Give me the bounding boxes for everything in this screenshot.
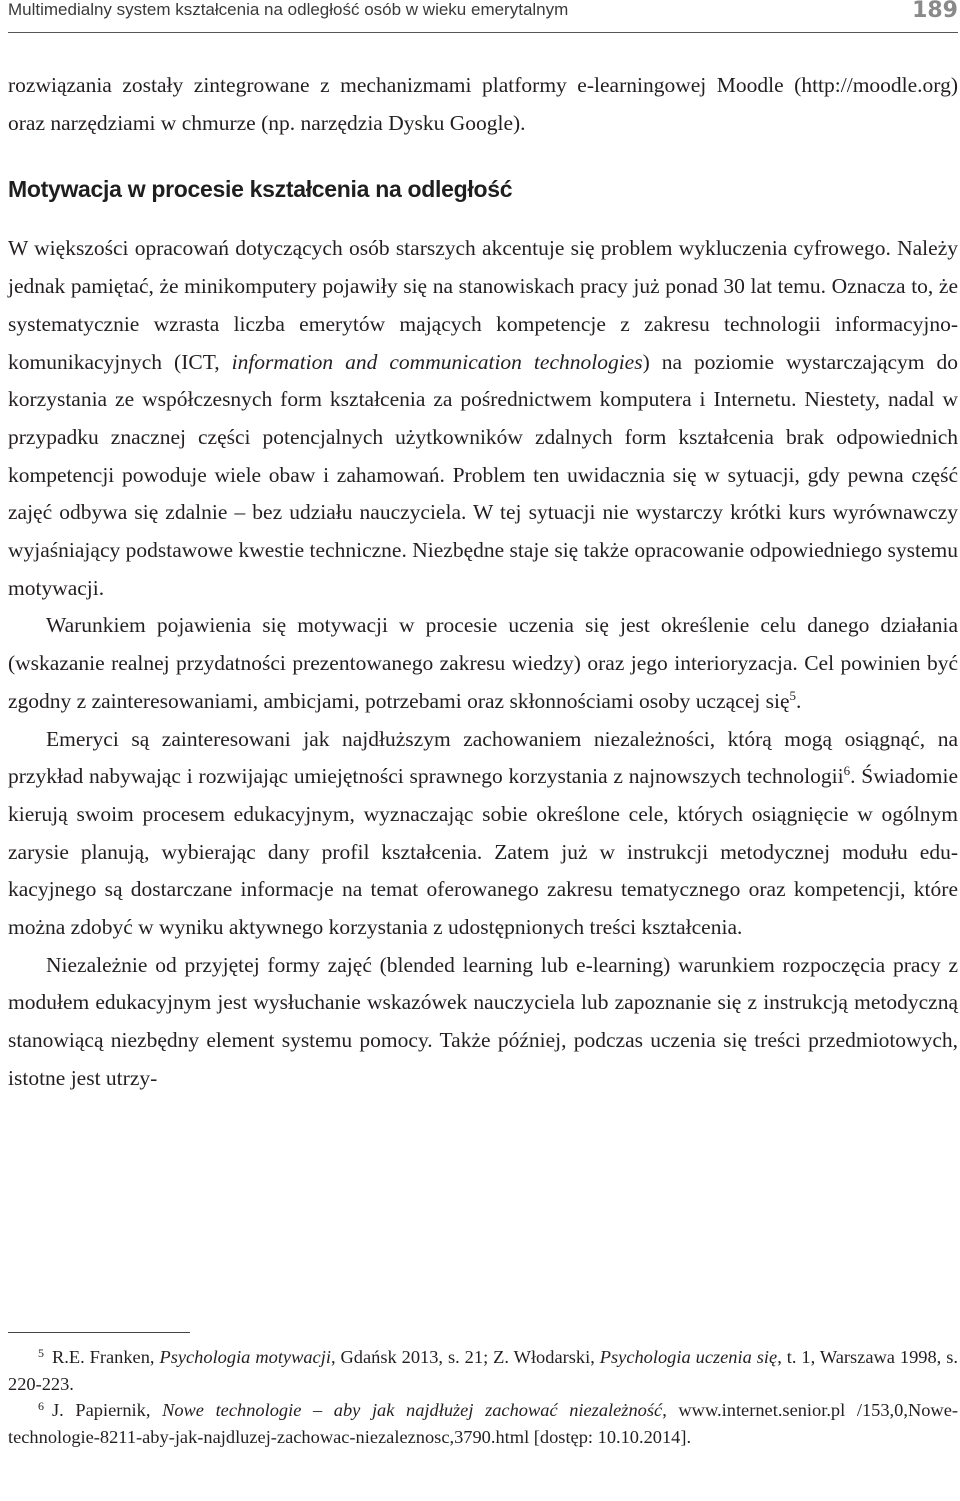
footnotes [8,1344,958,1450]
footnote-5-text-a: R.E. Franken, [52,1347,160,1367]
footnote-ref-5[interactable]: 5 [789,687,796,703]
paragraph-continued: rozwiązania zostały zintegrowane z mechanizmami platformy e-learningowej Moodle (http://moodle.org) oraz narzędziami w chmurze (np. narzędzia Dysku Google). [8,73,958,135]
paragraph-2-text: Warunkiem pojawienia się motywacji w procesie uczenia się jest określenie celu danego działania (wskazanie realnej przydatności prezentowanego zakresu wiedzy) oraz jego interioryzacja. Cel powinien być zgodny z zainteresowaniami, ambicjami, potrzebami oraz skłonnościami osoby uczącej się [8,613,958,713]
page-number: 189 [912,0,958,23]
paragraph-3-text-b: . Świadomie kierują swoim procesem edukacyjnym, wyznaczając sobie określone cele, których osiągnięcie w ogólnym zarysie planują, wybierając dany profil kształcenia. Zatem już w instrukcji metodycznej modułu edukacyjnego są dostarczane informacje na temat oferowanego zakresu tematycznego oraz kompetencji, które można zdobyć w wyniku aktywnego korzystania z udostępnionych treści kształcenia. [8,764,958,940]
running-header [8,0,958,30]
running-title: Multimedialny system kształcenia na odległość osób w wieku emerytalnym [8,0,569,19]
paragraph-2-end: . [796,688,802,713]
header-rule [8,32,958,33]
paragraph-4: Niezależnie od przyjętej formy zajęć (blended learning lub e-learning) warunkiem rozpoczęcia pracy z modułem edukacyjnym jest wysłuchanie wskazówek nauczyciela lub zapoznanie się z instrukcją metodyczną stanowiącą niezbędny element systemu pomocy. Także później, podczas uczenia się treści przedmiotowych, istotne jest utrzy- [8,952,958,1090]
footnote-5-title-1: Psychologia motywacji [159,1347,331,1367]
footnote-6-title: Nowe technologie – aby jak najdłużej zachować niezależność [162,1400,663,1420]
footnote-5-text-b: , Gdańsk 2013, s. 21; Z. Włodarski, [330,1347,600,1367]
footnote-5-text-c: , t. 1, Warszawa 1998, s. 220-223. [8,1347,958,1394]
footnote-6-text-b[interactable]: , www.internet.senior.pl /153,0,Nowe-technologie-8211-aby-jak-najdluzej-zachowac-niezaleznosc,3790.html [dostęp: 10.10.2014]. [8,1400,958,1447]
footnote-5 [8,1344,958,1397]
paragraph-2 [8,607,958,720]
footnote-6-number: 6 [38,1399,44,1413]
paragraph-3 [8,721,958,947]
paragraph-1 [8,230,958,607]
body-text [8,67,958,1098]
footnote-6 [8,1397,958,1450]
paragraph-3-text-a: Emeryci są zainteresowani jak najdłuższym zachowaniem niezależności, którą mogą osiągnąć, na przykład nabywając i rozwijając umiejętności sprawnego korzystania z najnowszych technologii [8,726,958,789]
paragraph-1-text-a: W większości opracowań dotyczących osób starszych akcentuje się problem wykluczenia cyfrowego. Należy jednak pamiętać, że minikomputery pojawiły się na stanowiskach pracy już ponad 30 lat temu. Oznacza to, że systematycznie wzrasta liczba emerytów mających kompetencje z zakresu technologii informacyjno-komunikacyjnych (ICT, [8,236,958,374]
footnote-rule [8,1332,190,1333]
paragraph-1-text-b: ) na poziomie wystarczającym do korzystania ze współczesnych form kształcenia za pośrednictwem komputera i Internetu. Niestety, nadal w przypadku znacznej części potencjalnych użytkowników zdalnych form kształcenia brak odpowiednich kompetencji powoduje wiele obaw i zahamowań. Problem ten uwidacznia się w sytuacji, gdy pewna część zajęć odbywa się zdalnie – bez udziału nauczyciela. W tej sytuacji nie wystarczy krótki kurs wyrównawczy wyjaśniający podstawowe kwestie techniczne. Niezbędne staje się także opracowanie odpowiedniego systemu motywacji. [8,349,958,600]
footnote-5-title-2: Psychologia uczenia się [599,1347,778,1367]
footnote-ref-6[interactable]: 6 [843,763,851,779]
paragraph-1-italic-term: information and communication technologies [231,349,643,374]
footnote-6-text-a: J. Papiernik, [52,1400,163,1420]
section-heading: Motywacja w procesie kształcenia na odległość [8,176,513,203]
footnote-5-number: 5 [38,1346,44,1360]
